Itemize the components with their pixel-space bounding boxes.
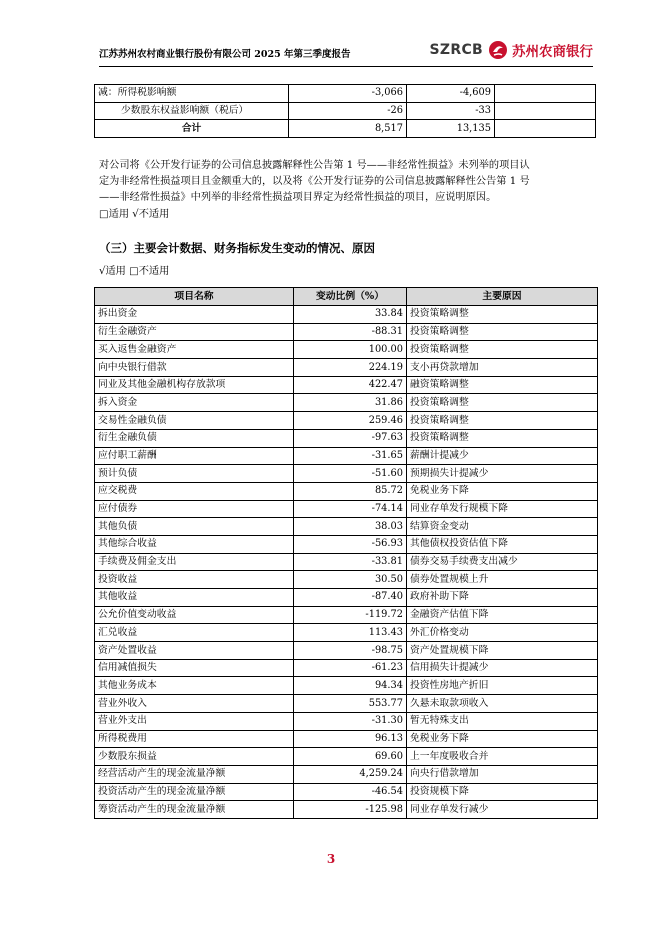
change-pct: 30.50 (294, 571, 407, 589)
table-row (95, 376, 598, 394)
page-header (99, 38, 593, 67)
accounting-changes-table (94, 287, 598, 819)
main-reason: 薪酬计提减少 (407, 447, 598, 465)
table-row (95, 412, 598, 430)
change-pct: -33.81 (294, 553, 407, 571)
item-name: 信用减值损失 (95, 659, 294, 677)
item-name: 应付职工薪酬 (95, 447, 294, 465)
item-name: 衍生金融负债 (95, 429, 294, 447)
change-pct: 69.60 (294, 748, 407, 766)
main-reason: 上一年度吸收合并 (407, 748, 598, 766)
change-pct: 259.46 (294, 412, 407, 430)
main-reason: 投资策略调整 (407, 341, 598, 359)
item-name: 营业外支出 (95, 712, 294, 730)
main-reason: 债券处置规模上升 (407, 571, 598, 589)
item-name: 公允价值变动收益 (95, 606, 294, 624)
main-reason: 外汇价格变动 (407, 624, 598, 642)
item-name: 经营活动产生的现金流量净额 (95, 765, 294, 783)
main-reason: 免税业务下降 (407, 730, 598, 748)
value-ytd: 13,135 (407, 120, 495, 138)
change-pct: -61.23 (294, 659, 407, 677)
change-pct: 96.13 (294, 730, 407, 748)
report-title: 江苏苏州农村商业银行股份有限公司 2025 年第三季度报告 (99, 49, 351, 60)
bank-emblem-icon (488, 40, 508, 60)
main-reason: 金融资产估值下降 (407, 606, 598, 624)
main-reason: 投资策略调整 (407, 429, 598, 447)
main-reason: 债券交易手续费支出减少 (407, 553, 598, 571)
row-label: 合计 (95, 120, 289, 138)
main-reason: 同业存单发行规模下降 (407, 500, 598, 518)
change-pct: 422.47 (294, 376, 407, 394)
applicable-status-2: √适用 □不适用 (99, 266, 170, 277)
main-reason: 支小再贷款增加 (407, 359, 598, 377)
table-row (95, 571, 598, 589)
main-reason: 预期损失计提减少 (407, 465, 598, 483)
value-note (495, 102, 596, 120)
table-row (95, 553, 598, 571)
item-name: 资产处置收益 (95, 642, 294, 660)
item-name: 汇兑收益 (95, 624, 294, 642)
item-name: 其他业务成本 (95, 677, 294, 695)
explanation-paragraph (99, 158, 595, 206)
change-pct: -56.93 (294, 535, 407, 553)
item-name: 其他收益 (95, 589, 294, 607)
main-reason: 投资策略调整 (407, 394, 598, 412)
table-row (95, 783, 598, 801)
change-pct: -31.30 (294, 712, 407, 730)
change-pct: 85.72 (294, 482, 407, 500)
main-reason: 结算资金变动 (407, 518, 598, 536)
change-pct: -119.72 (294, 606, 407, 624)
main-reason: 投资规模下降 (407, 783, 598, 801)
change-pct: -98.75 (294, 642, 407, 660)
table-row (95, 120, 596, 138)
table-row (95, 394, 598, 412)
value-current: 8,517 (289, 120, 407, 138)
row-label: 减：所得税影响额 (95, 85, 289, 103)
paragraph-line: ——非经常性损益》中列举的非经常性损益项目界定为经常性损益的项目，应说明原因。 (99, 192, 497, 203)
item-name: 手续费及佣金支出 (95, 553, 294, 571)
value-current: -26 (289, 102, 407, 120)
table-row (95, 801, 598, 819)
table-row (95, 447, 598, 465)
value-current: -3,066 (289, 85, 407, 103)
change-pct: -51.60 (294, 465, 407, 483)
value-note (495, 120, 596, 138)
value-note (495, 85, 596, 103)
item-name: 预计负债 (95, 465, 294, 483)
table-row (95, 765, 598, 783)
change-pct: -31.65 (294, 447, 407, 465)
item-name: 投资活动产生的现金流量净额 (95, 783, 294, 801)
table-row (95, 712, 598, 730)
value-ytd: -4,609 (407, 85, 495, 103)
change-pct: 100.00 (294, 341, 407, 359)
main-reason: 久悬未取款项收入 (407, 695, 598, 713)
main-reason: 其他债权投资估值下降 (407, 535, 598, 553)
table-row (95, 589, 598, 607)
table-row (95, 102, 596, 120)
item-name: 所得税费用 (95, 730, 294, 748)
main-reason: 暂无特殊支出 (407, 712, 598, 730)
item-name: 少数股东损益 (95, 748, 294, 766)
item-name: 交易性金融负债 (95, 412, 294, 430)
change-pct: -46.54 (294, 783, 407, 801)
table-row (95, 535, 598, 553)
main-reason: 投资策略调整 (407, 412, 598, 430)
change-pct: 224.19 (294, 359, 407, 377)
change-pct: 31.86 (294, 394, 407, 412)
table-row (95, 341, 598, 359)
applicable-status-1: □适用 √不适用 (99, 209, 170, 220)
logo-chinese: 苏州农商银行 (512, 44, 593, 60)
table-row (95, 500, 598, 518)
table-row (95, 359, 598, 377)
main-reason: 融资策略调整 (407, 376, 598, 394)
item-name: 同业及其他金融机构存放款项 (95, 376, 294, 394)
main-reason: 同业存单发行减少 (407, 801, 598, 819)
table-row (95, 677, 598, 695)
item-name: 拆出资金 (95, 306, 294, 324)
table-row (95, 606, 598, 624)
table-row (95, 306, 598, 324)
change-pct: 113.43 (294, 624, 407, 642)
table-row (95, 642, 598, 660)
logo-english: SZRCB (429, 42, 483, 58)
table-row (95, 748, 598, 766)
item-name: 投资收益 (95, 571, 294, 589)
change-pct: -88.31 (294, 323, 407, 341)
change-pct: -125.98 (294, 801, 407, 819)
table-row (95, 730, 598, 748)
change-pct: 553.77 (294, 695, 407, 713)
change-pct: 4,259.24 (294, 765, 407, 783)
section-title: （三）主要会计数据、财务指标发生变动的情况、原因 (99, 241, 375, 255)
col-header-item: 项目名称 (95, 288, 294, 306)
paragraph-line: 对公司将《公开发行证券的公司信息披露解释性公告第 1 号——非经常性损益》未列举的项目认 (99, 160, 530, 171)
table-row (95, 695, 598, 713)
main-reason: 投资性房地产折旧 (407, 677, 598, 695)
paragraph-line: 定为非经常性损益项目且金额重大的，以及将《公开发行证券的公司信息披露解释性公告第 1 号 (99, 176, 530, 187)
main-reason: 投资策略调整 (407, 306, 598, 324)
table-row (95, 85, 596, 103)
change-pct: 38.03 (294, 518, 407, 536)
change-pct: 94.34 (294, 677, 407, 695)
item-name: 营业外收入 (95, 695, 294, 713)
table-row (95, 624, 598, 642)
row-label: 少数股东权益影响额（税后） (95, 102, 289, 120)
value-ytd: -33 (407, 102, 495, 120)
main-reason: 政府补助下降 (407, 589, 598, 607)
item-name: 衍生金融资产 (95, 323, 294, 341)
item-name: 买入返售金融资产 (95, 341, 294, 359)
item-name: 向中央银行借款 (95, 359, 294, 377)
table-row (95, 465, 598, 483)
table-row (95, 482, 598, 500)
non-recurring-gains-table (94, 84, 596, 138)
item-name: 应付债券 (95, 500, 294, 518)
table-row (95, 518, 598, 536)
change-pct: -97.63 (294, 429, 407, 447)
table-row (95, 323, 598, 341)
table-row (95, 659, 598, 677)
main-reason: 投资策略调整 (407, 323, 598, 341)
item-name: 拆入资金 (95, 394, 294, 412)
change-pct: -87.40 (294, 589, 407, 607)
table-row (95, 429, 598, 447)
col-header-change: 变动比例（%） (294, 288, 407, 306)
main-reason: 免税业务下降 (407, 482, 598, 500)
main-reason: 资产处置规模下降 (407, 642, 598, 660)
col-header-reason: 主要原因 (407, 288, 598, 306)
item-name: 筹资活动产生的现金流量净额 (95, 801, 294, 819)
table-header-row (95, 288, 598, 306)
change-pct: 33.84 (294, 306, 407, 324)
item-name: 应交税费 (95, 482, 294, 500)
page-number: 3 (326, 852, 336, 866)
item-name: 其他综合收益 (95, 535, 294, 553)
change-pct: -74.14 (294, 500, 407, 518)
item-name: 其他负债 (95, 518, 294, 536)
main-reason: 向央行借款增加 (407, 765, 598, 783)
main-reason: 信用损失计提减少 (407, 659, 598, 677)
bank-logo (430, 39, 593, 61)
